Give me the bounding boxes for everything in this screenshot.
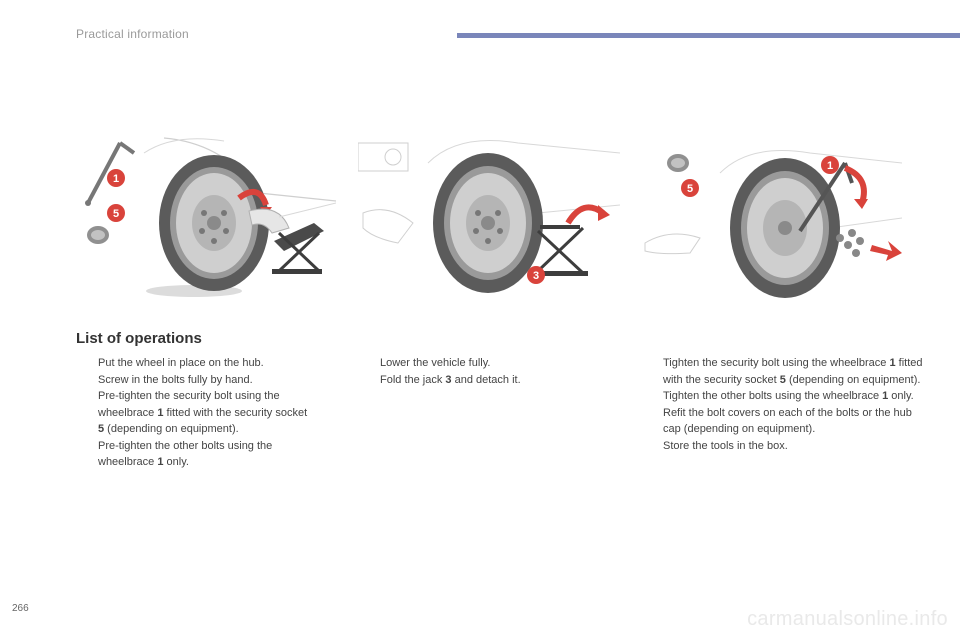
step-text: only.: [163, 456, 189, 468]
step-text: (depending on equipment).: [785, 373, 921, 386]
item-number: 3: [445, 373, 452, 386]
figure-tighten-bolts: [640, 133, 902, 305]
step-text: Tighten the security bolt using the wheelbrace: [663, 357, 890, 369]
operation-step: [643, 405, 923, 438]
spare-wheel: [730, 158, 840, 298]
item-number: 1: [889, 357, 896, 369]
operation-step: [78, 438, 313, 471]
step-text: fitted with the security socket: [163, 406, 308, 419]
watermark: carmanualsonline.info: [747, 608, 948, 630]
step-text: Screw in the bolts fully by hand.: [98, 373, 253, 386]
operation-step: [643, 438, 923, 455]
callout-1: [821, 156, 839, 174]
security-socket-icon: [667, 154, 689, 172]
operation-step: [360, 355, 595, 372]
operation-step: [78, 388, 313, 438]
figure-fit-wheel: [74, 133, 336, 305]
operation-step: [78, 355, 313, 372]
operations-column-2: [360, 355, 595, 388]
step-text: Pre-tighten the security bolt using the wheelbrace: [98, 390, 280, 419]
step-text: Store the tools in the box.: [663, 439, 788, 452]
step-text: Lower the vehicle fully.: [380, 357, 491, 369]
item-number: 5: [779, 373, 786, 386]
security-socket-icon: [87, 226, 109, 244]
callout-1: [107, 169, 125, 187]
callout-3: [527, 266, 545, 284]
svg-text:5: 5: [686, 183, 694, 195]
operation-step: [643, 355, 923, 388]
page-number: 266: [12, 603, 29, 614]
callout-5: [107, 204, 125, 222]
step-text: Fold the jack: [380, 373, 446, 386]
step-text: Pre-tighten the other bolts using the wheelbrace: [98, 439, 273, 468]
step-text: fitted with the security socket: [663, 357, 923, 386]
section-header-title: Practical information: [76, 27, 189, 41]
step-text: only.: [888, 390, 914, 402]
step-text: Tighten the other bolts using the wheelbrace: [663, 390, 883, 402]
figure-lower-vehicle: [358, 133, 620, 305]
item-number: 1: [157, 456, 164, 468]
callout-5: [681, 179, 699, 197]
section-title: List of operations: [76, 330, 202, 347]
operation-step: [643, 388, 923, 405]
spare-wheel: [433, 153, 543, 293]
step-text: (depending on equipment).: [104, 423, 239, 435]
operation-step: [360, 372, 595, 389]
operations-column-1: [78, 355, 313, 471]
item-number: 1: [882, 390, 889, 402]
header-accent-bar: [457, 33, 960, 38]
item-number: 1: [157, 406, 164, 419]
step-text: and detach it.: [451, 373, 521, 386]
operation-step: [78, 372, 313, 389]
svg-text:1: 1: [826, 160, 834, 172]
svg-text:3: 3: [532, 270, 540, 282]
svg-text:5: 5: [112, 208, 120, 220]
operations-column-3: [643, 355, 923, 454]
bolts-group: [836, 229, 864, 257]
step-text: Refit the bolt covers on each of the bolts or the hub cap (depending on equipment).: [663, 406, 912, 435]
step-text: Put the wheel in place on the hub.: [98, 357, 264, 369]
svg-text:1: 1: [112, 173, 120, 185]
item-number: 5: [98, 423, 105, 435]
